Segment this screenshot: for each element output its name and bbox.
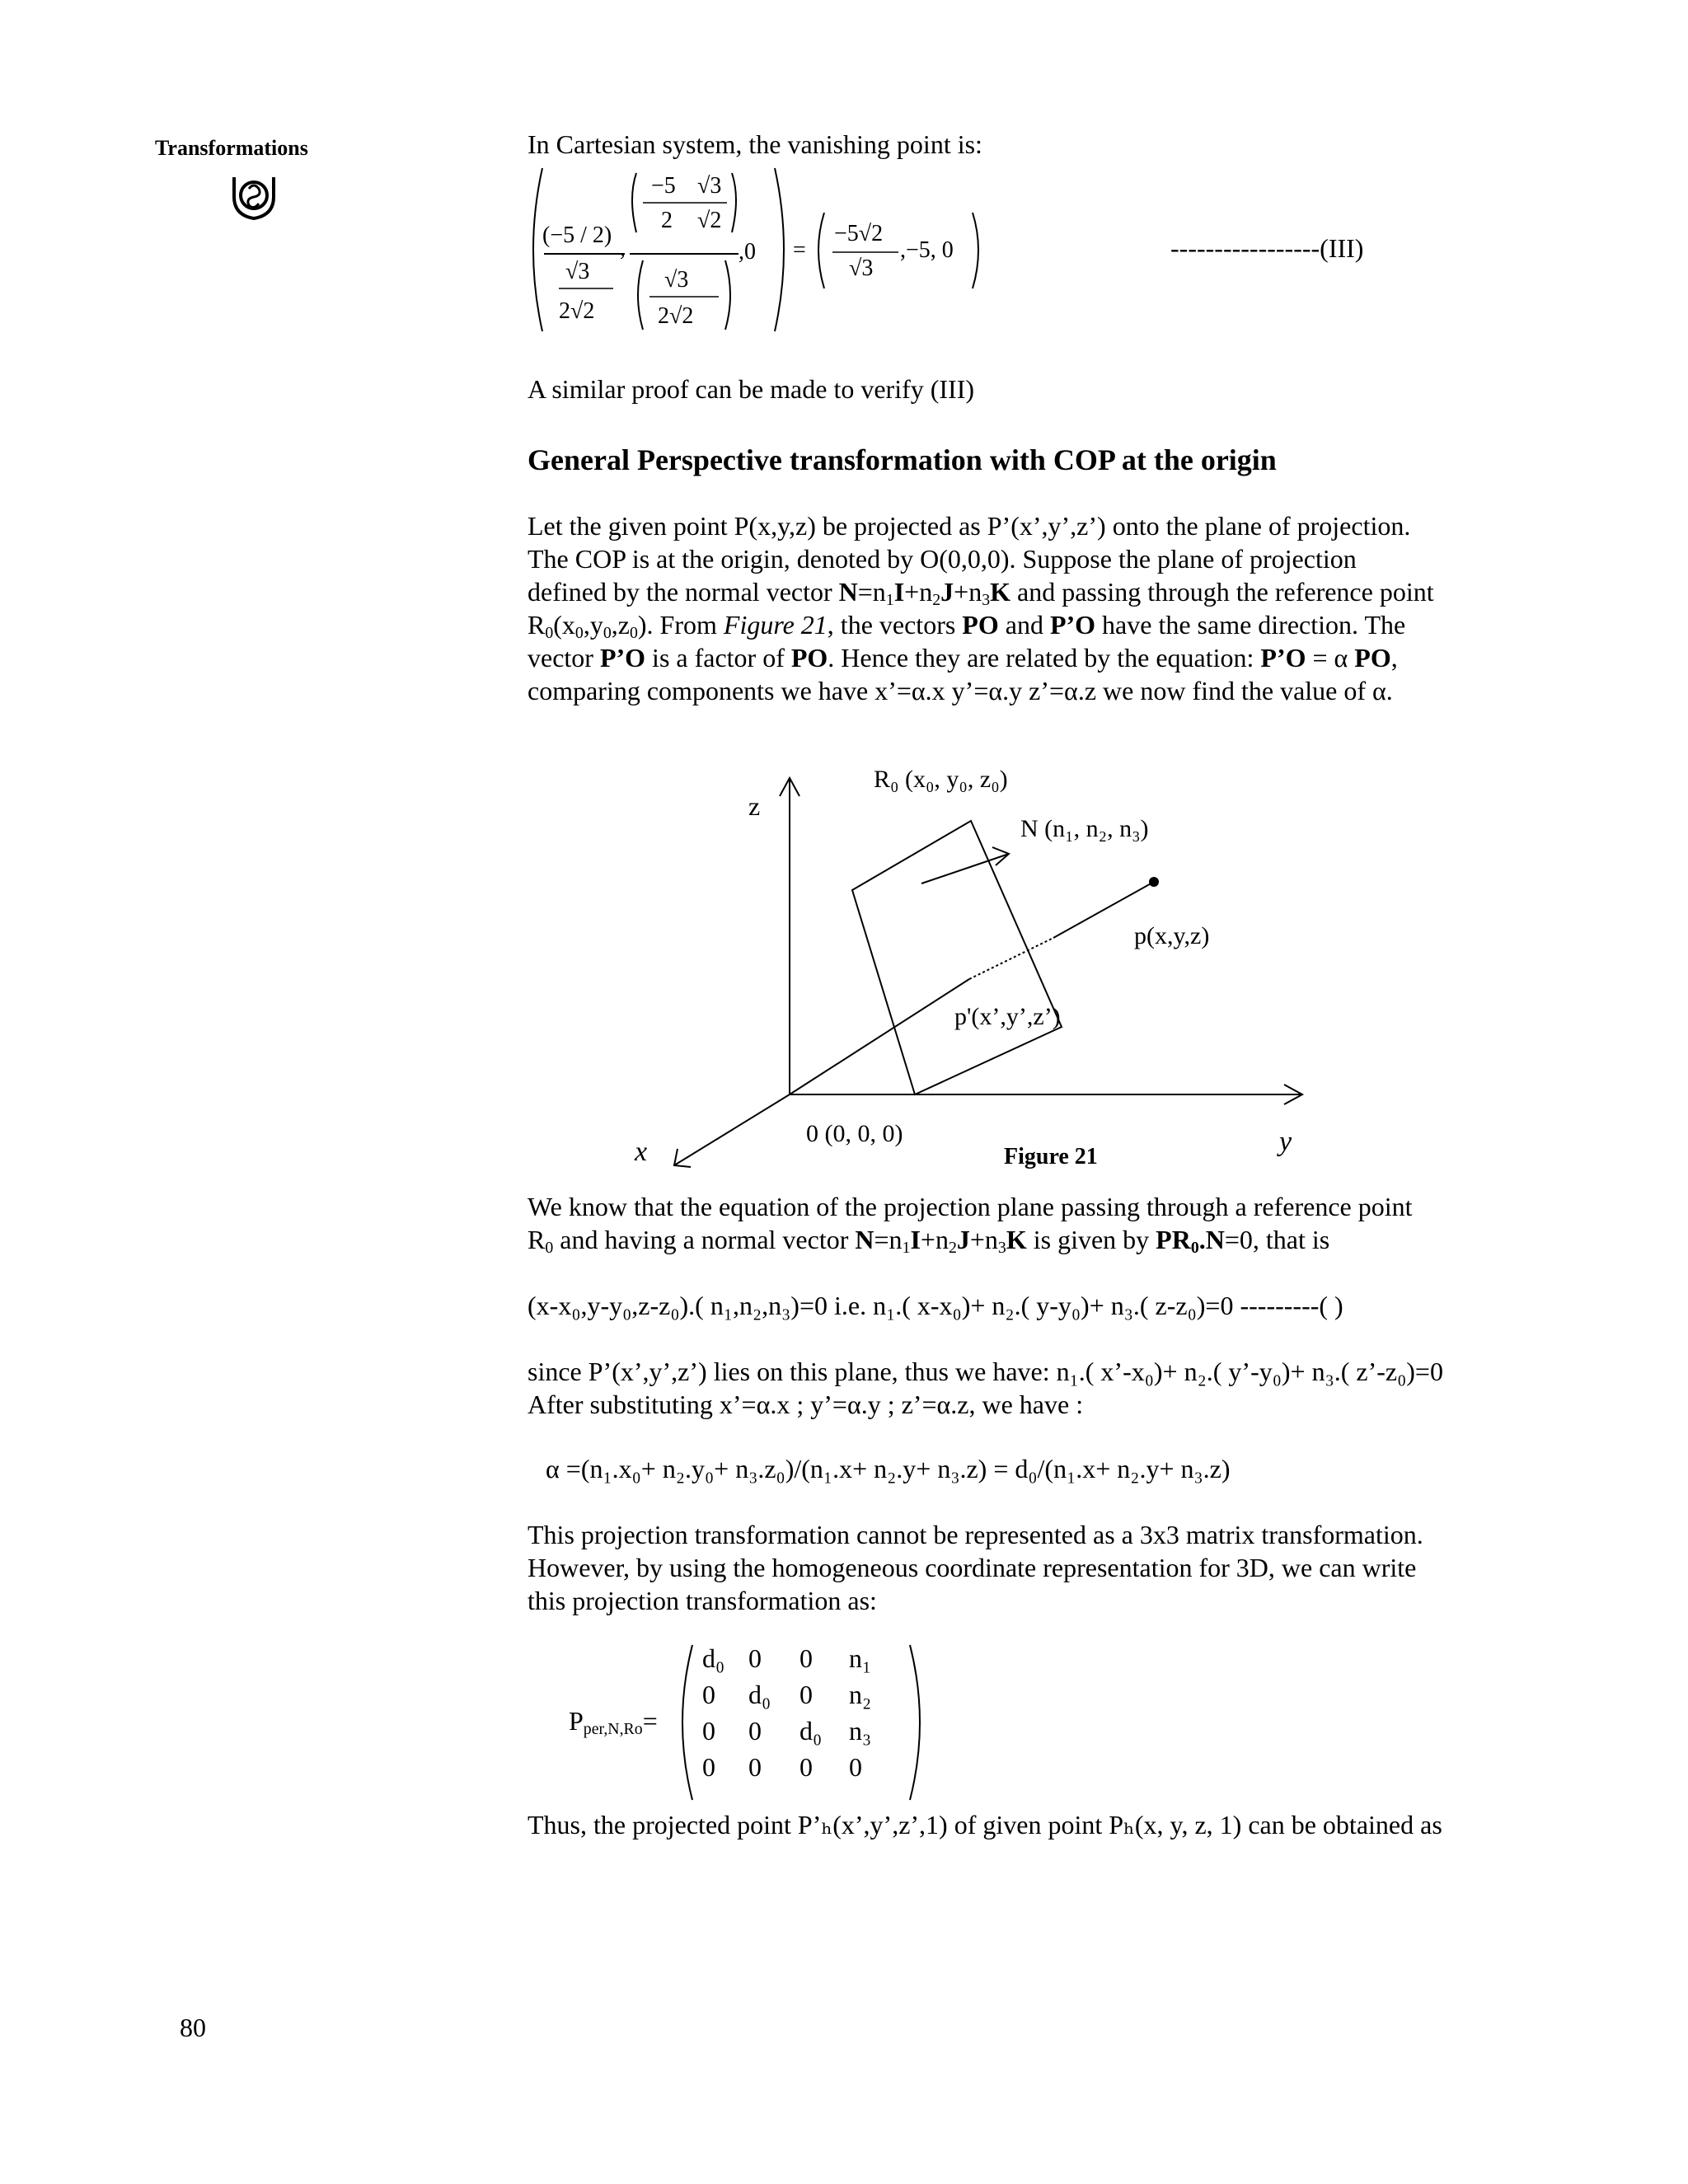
lhs-y-num-bottom-b: √2 <box>697 208 722 233</box>
matrix-cell-2-1: 0 <box>748 1716 762 1746</box>
lhs-y-num-top-b: √3 <box>697 173 722 199</box>
perspective-matrix <box>560 1640 940 1805</box>
label-n: N (n₁, n₂, n₃) <box>1020 815 1149 842</box>
matrix-cell-2-0: 0 <box>702 1716 715 1746</box>
paragraph-1 <box>528 509 1500 707</box>
projection-line-front <box>790 979 969 1094</box>
para1-line-4: $R_0(x_0,y_0,z_0)$. From Figure 21, the vectors PO and P’O have the same direction. The <box>528 610 1406 642</box>
matrix-cell-1-3: n₂ <box>849 1680 872 1709</box>
paragraph-2 <box>528 1190 1500 1256</box>
lhs-x-numerator: (−5 / 2) <box>542 223 612 248</box>
lhs-x-denominator-bottom: 2√2 <box>559 298 595 324</box>
since-line: since P’(x’,y’,z’) lies on this plane, thus we have: n₁.( x’-x₀)+ n₂.( y’-y₀)+ n₃.( z’-z₀)=0 <box>528 1357 1443 1386</box>
lhs-y-denominator-bottom: 2√2 <box>658 303 694 329</box>
matrix-cell-2-2: d₀ <box>799 1716 823 1746</box>
label-p-prime: p'(x’,y’,z’) <box>954 1003 1061 1030</box>
matrix-cell-3-1: 0 <box>748 1752 762 1782</box>
para1-line-5: vector P’O is a factor of PO. Hence they are related by the equation: P’O = α PO, <box>528 643 1398 673</box>
rhs-denominator: √3 <box>849 255 874 281</box>
para2-line-2: $R_0$ and having a normal vector $N=n_1I+n_2J+n_3K$ is given by $PR_0.N=0$, that is <box>528 1225 1330 1257</box>
matrix-cell-3-0: 0 <box>702 1752 715 1782</box>
para1-line-2: The COP is at the origin, denoted by O(0,0,0). Suppose the plane of projection <box>528 544 1357 574</box>
matrix-cell-1-0: 0 <box>702 1680 715 1709</box>
paragraph-3 <box>528 1518 1500 1617</box>
matrix-cell-2-3: n₃ <box>849 1716 872 1746</box>
lhs-y-denominator-top: √3 <box>664 267 689 293</box>
label-z: z <box>748 791 761 821</box>
figure-21 <box>577 750 1368 1179</box>
projection-plane <box>852 821 1062 1094</box>
rhs-numerator: −5√2 <box>834 221 884 246</box>
para1-line-3: defined by the normal vector $N=n_1I+n_2J+n_3K$ and passing through the reference point <box>528 577 1434 609</box>
matrix-cell-0-1: 0 <box>748 1643 762 1673</box>
equation-label-iii: -----------------(III) <box>1170 233 1364 263</box>
x-axis <box>674 1094 790 1165</box>
label-x: x <box>635 1137 648 1167</box>
after-line: After substituting x’=α.x ; y’=α.y ; z’=α.z, we have : <box>528 1390 1084 1419</box>
matrix-cell-0-2: 0 <box>799 1643 813 1673</box>
equals-sign: = <box>793 237 806 263</box>
equation-iii: (−5 / 2) √3 2√2 , −5 √3 2 √2 √3 2√2 ,0 = −5√2 √3 ,−5, 0 <box>528 163 1517 336</box>
para3-line-2: However, by using the homogeneous coordinate representation for 3D, we can write <box>528 1553 1417 1582</box>
rhs-tail: ,−5, 0 <box>900 237 954 263</box>
university-emblem-icon <box>227 169 280 222</box>
label-r0: R₀ (x₀, y₀, z₀) <box>874 766 1008 793</box>
label-origin: 0 (0, 0, 0) <box>806 1120 903 1147</box>
section-heading: General Perspective transformation with COP at the origin <box>528 443 1277 476</box>
lhs-y-num-bottom-a: 2 <box>661 208 673 233</box>
section-title: Transformations <box>155 136 308 160</box>
para2-line-1: We know that the equation of the projection plane passing through a reference point <box>528 1192 1413 1221</box>
para1-line-6: comparing components we have x’=α.x y’=α.y z’=α.z we now find the value of α. <box>528 676 1393 705</box>
plane-equation: (x-x₀,y-y₀,z-z₀).( n₁,n₂,n₃)=0 i.e. n₁.( x-x₀)+ n₂.( y-y₀)+ n₃.( z-z₀)=0 ---------( ) <box>528 1291 1343 1320</box>
matrix-cell-1-2: 0 <box>799 1680 813 1709</box>
matrix-label: $P_{per,N,Ro}=$ <box>569 1706 658 1738</box>
para1-line-1: Let the given point P(x,y,z) be projected as P’(x’,y’,z’) onto the plane of projection. <box>528 511 1411 541</box>
lhs-tail: ,0 <box>738 239 756 265</box>
figure-caption: Figure 21 <box>1004 1144 1098 1169</box>
figure-21-diagram <box>577 750 1368 1179</box>
final-line: Thus, the projected point P’ₕ(x’,y’,z’,1) of given point Pₕ(x, y, z, 1) can be obtained as <box>528 1810 1442 1840</box>
label-p: p(x,y,z) <box>1134 922 1210 949</box>
matrix-cell-1-1: d₀ <box>748 1680 771 1709</box>
para3-line-3: this projection transformation as: <box>528 1586 877 1615</box>
matrix-cell-0-3: n₁ <box>849 1643 872 1673</box>
matrix-cell-3-2: 0 <box>799 1752 813 1782</box>
intro-line: In Cartesian system, the vanishing point is: <box>528 129 982 159</box>
lhs-x-denominator-top: √3 <box>565 259 590 284</box>
projection-line-hidden <box>969 938 1053 979</box>
matrix-cell-0-0: d₀ <box>702 1643 725 1673</box>
lhs-y-num-top-a: −5 <box>651 173 676 199</box>
label-y: y <box>1279 1127 1292 1157</box>
page-number: 80 <box>180 2013 206 2042</box>
matrix-cell-3-3: 0 <box>849 1752 862 1782</box>
point-p <box>1149 877 1159 887</box>
alpha-equation: α =(n₁.x₀+ n₂.y₀+ n₃.z₀)/(n₁.x+ n₂.y+ n₃.z) = d₀/(n₁.x+ n₂.y+ n₃.z) <box>546 1454 1231 1483</box>
similar-proof-line: A similar proof can be made to verify (III) <box>528 374 975 404</box>
para3-line-1: This projection transformation cannot be represented as a 3x3 matrix transformation. <box>528 1520 1423 1549</box>
